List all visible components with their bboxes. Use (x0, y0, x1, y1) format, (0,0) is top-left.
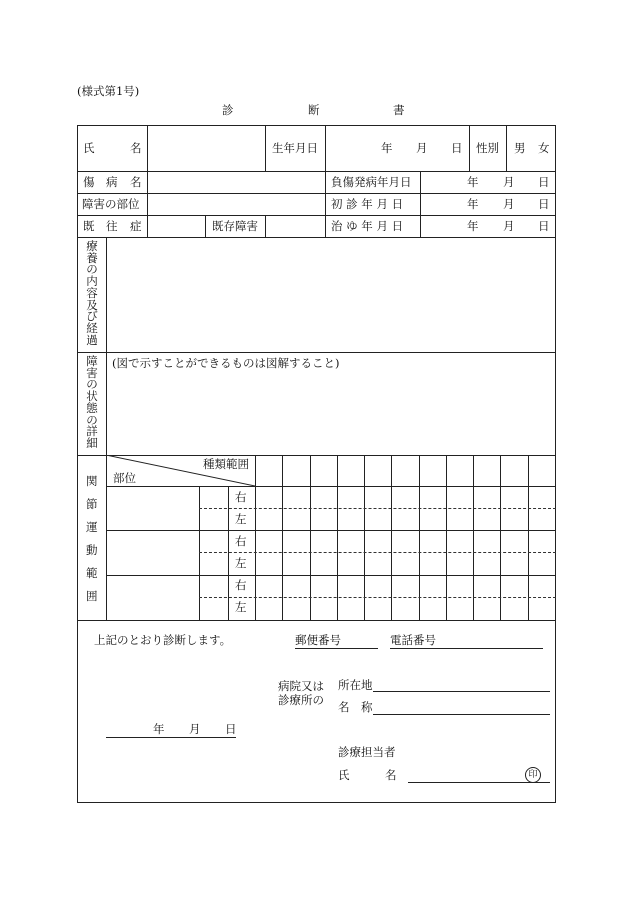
treatment-label: 療養の内容及び経過 (86, 239, 98, 347)
cell-border (500, 455, 501, 620)
row-divider (77, 215, 556, 216)
rom-left-3: 左 (235, 600, 247, 614)
cell-border (265, 125, 266, 171)
cure-day: 日 (538, 219, 550, 233)
cell-border (325, 125, 326, 171)
doctor-label: 診療担当者 (338, 745, 396, 759)
cell-border (528, 455, 529, 620)
doctor-name-label-1: 氏 (338, 768, 350, 782)
sex-male: 男 (514, 141, 526, 155)
doctor-name-label-2: 名 (385, 768, 397, 782)
cell-border (147, 125, 148, 171)
title-char-2: 断 (308, 103, 320, 117)
rom-left-1: 左 (235, 512, 247, 526)
history-label-2: 往 (106, 219, 118, 233)
name-label-1: 氏 (83, 141, 95, 155)
dashed-divider (199, 597, 556, 598)
first-visit-year: 年 (467, 197, 479, 211)
cell-border (147, 171, 148, 237)
cure-year: 年 (467, 219, 479, 233)
postal-code-label: 郵便番号 (295, 633, 341, 647)
dob-label: 生年月日 (272, 141, 318, 155)
cell-border (106, 575, 556, 576)
rom-label-3: 運 (86, 520, 98, 534)
cell-border (199, 486, 200, 620)
rom-label-6: 囲 (86, 589, 98, 603)
sex-female: 女 (538, 141, 550, 155)
facility-name-label: 名 称 (338, 700, 373, 714)
onset-year: 年 (467, 175, 479, 189)
row-divider (77, 193, 556, 194)
onset-date-label: 負傷発病年月日 (331, 175, 412, 189)
rom-label-2: 節 (86, 497, 98, 511)
cell-border (364, 455, 365, 620)
cell-border (391, 455, 392, 620)
rom-right-3: 右 (235, 578, 247, 592)
cell-border (473, 455, 474, 620)
cell-border (446, 455, 447, 620)
disease-label-2: 病 (106, 175, 118, 189)
rom-right-2: 右 (235, 534, 247, 548)
cell-border (506, 125, 507, 171)
history-label-1: 既 (83, 219, 95, 233)
cell-border (106, 486, 556, 487)
cell-border (228, 486, 229, 620)
condition-field[interactable] (107, 372, 555, 454)
dashed-divider (199, 508, 556, 509)
title-char-1: 診 (222, 103, 234, 117)
address-underline[interactable] (373, 691, 550, 692)
dob-month: 月 (416, 141, 428, 155)
cell-border (255, 455, 256, 620)
form-number: (様式第1号) (77, 84, 140, 98)
hospital-label-2: 診療所の (278, 693, 324, 707)
cell-border (420, 171, 421, 237)
row-divider (77, 620, 556, 621)
cell-border (337, 455, 338, 620)
disease-label-1: 傷 (83, 175, 95, 189)
postal-code-underline[interactable] (295, 648, 378, 649)
cure-date-label: 治 ゆ 年 月 日 (331, 219, 404, 233)
existing-disability-label: 既存障害 (212, 219, 258, 233)
cell-border (265, 215, 266, 237)
title-char-3: 書 (393, 103, 405, 117)
row-divider (77, 171, 556, 172)
rom-label-4: 動 (86, 543, 98, 557)
first-visit-day: 日 (538, 197, 550, 211)
rom-right-1: 右 (235, 490, 247, 504)
cell-border (282, 455, 283, 620)
injury-site-label: 障害の部位 (82, 197, 140, 211)
date-underline[interactable] (106, 737, 236, 738)
rom-label-5: 範 (86, 566, 98, 580)
cell-border (469, 125, 470, 171)
declaration-text: 上記のとおり診断します。 (94, 633, 232, 647)
date-day: 日 (225, 722, 237, 736)
disease-label-3: 名 (130, 175, 142, 189)
seal-mark: 印 (525, 767, 541, 783)
cell-border (325, 171, 326, 237)
date-year: 年 (153, 722, 165, 736)
rom-label-1: 関 (86, 474, 98, 488)
cell-border (205, 215, 206, 237)
facility-name-underline[interactable] (373, 714, 550, 715)
type-range-label: 種類範囲 (203, 457, 249, 471)
date-month: 月 (189, 722, 201, 736)
hospital-label-1: 病院又は (278, 679, 324, 693)
sex-label: 性別 (476, 141, 499, 155)
address-label: 所在地 (338, 678, 373, 692)
onset-day: 日 (538, 175, 550, 189)
phone-underline[interactable] (390, 648, 543, 649)
cure-month: 月 (503, 219, 515, 233)
condition-note: (図で示すことができるものは図解すること) (112, 356, 340, 370)
treatment-field[interactable] (107, 238, 555, 351)
first-visit-label: 初 診 年 月 日 (331, 197, 404, 211)
name-label-2: 名 (130, 141, 142, 155)
cell-border (419, 455, 420, 620)
cell-border (310, 455, 311, 620)
dob-year: 年 (381, 141, 393, 155)
row-divider (77, 352, 556, 353)
cell-border (106, 530, 556, 531)
history-label-3: 症 (130, 219, 142, 233)
first-visit-month: 月 (503, 197, 515, 211)
onset-month: 月 (503, 175, 515, 189)
condition-label: 障害の状態の詳細 (86, 354, 98, 451)
part-label: 部位 (113, 471, 136, 485)
rom-left-2: 左 (235, 556, 247, 570)
dob-day: 日 (451, 141, 463, 155)
phone-label: 電話番号 (390, 633, 436, 647)
dashed-divider (199, 552, 556, 553)
